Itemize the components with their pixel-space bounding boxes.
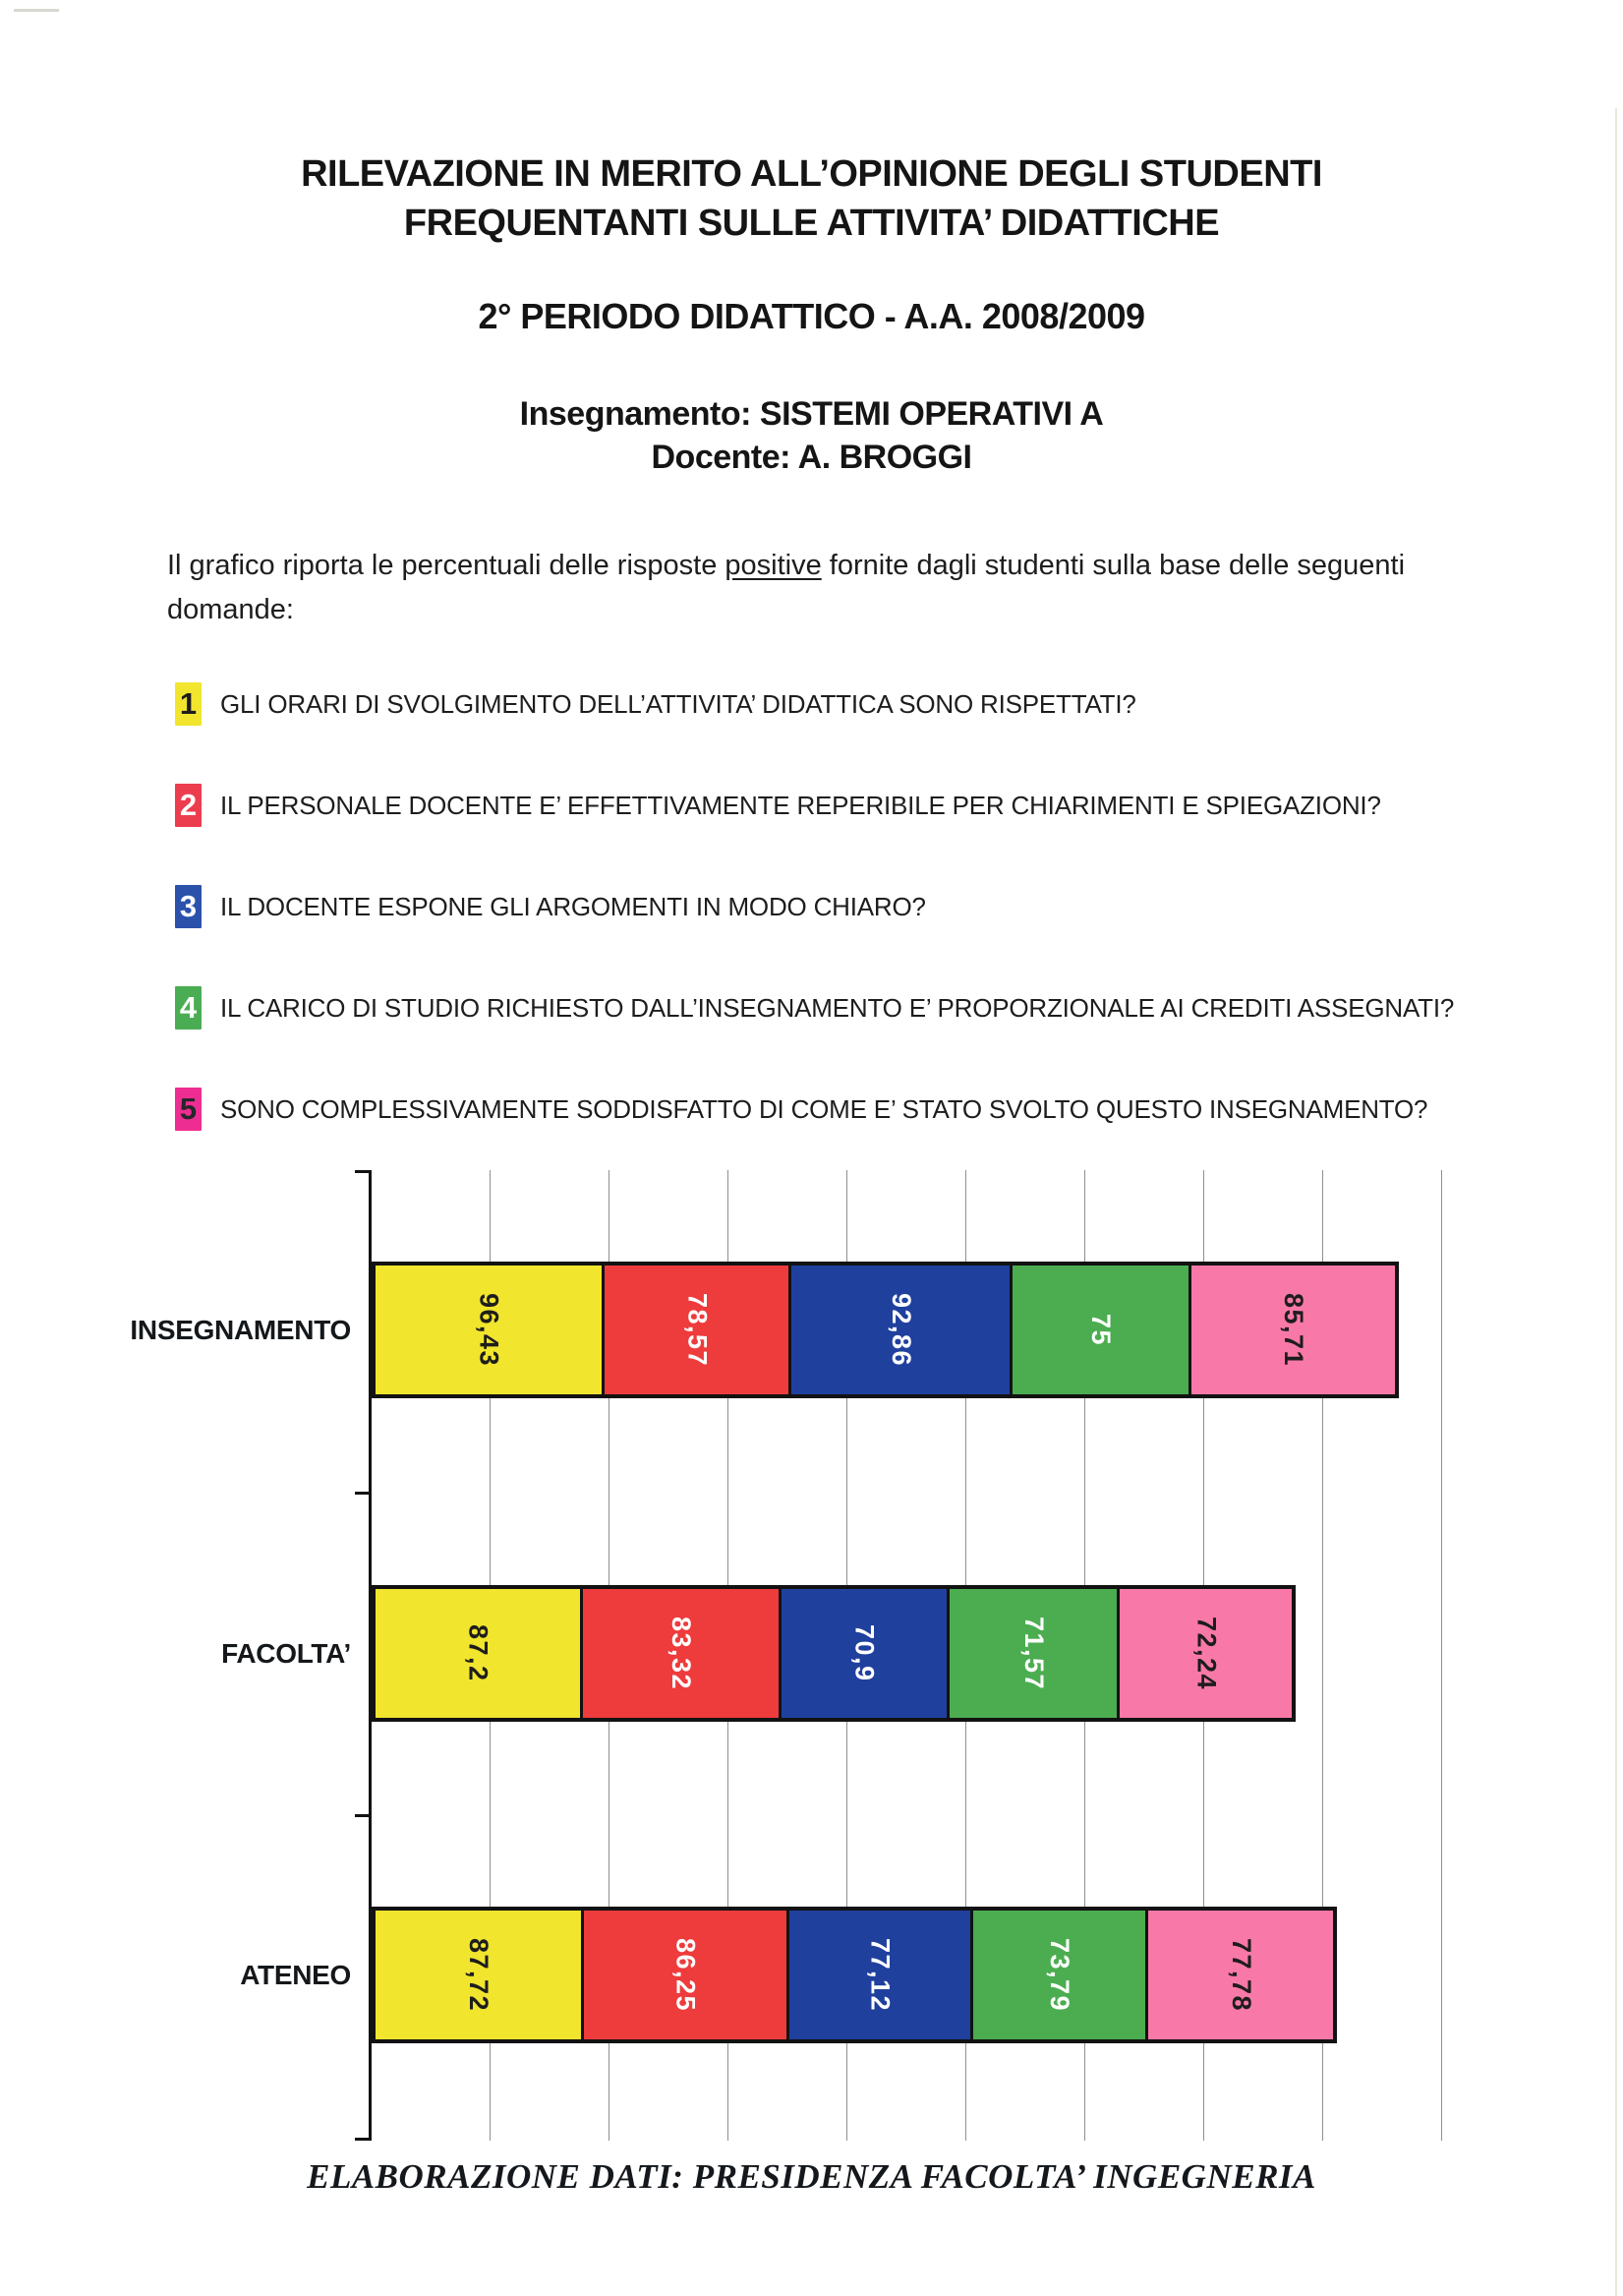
bar-segment-ateneo-q5 [1148, 1911, 1333, 2039]
intro-text-1: Il grafico riporta le percentuali delle risposte [167, 550, 725, 581]
axis-tick-3 [355, 2138, 372, 2141]
bar-facolta [372, 1585, 1296, 1722]
axis-tick-0 [355, 1170, 372, 1173]
bar-segment-value-ateneo-q4: 73,79 [1044, 1937, 1074, 2013]
bar-segment-value-ateneo-q1: 87,72 [464, 1937, 494, 2013]
chart-plot-area [369, 1170, 1460, 2141]
course-name-line: Insegnamento: SISTEMI OPERATIVI A [519, 395, 1104, 433]
bar-segment-value-facolta-q5: 72,24 [1191, 1616, 1222, 1691]
question-number-badge-3: 3 [175, 885, 202, 928]
bar-segment-facolta-q5 [1120, 1589, 1292, 1718]
questions-list [175, 680, 1591, 1187]
intro-text-line2: domande: [167, 594, 294, 625]
question-item-3 [175, 883, 1591, 930]
category-label-insegnamento: INSEGNAMENTO [130, 1314, 351, 1345]
bar-segment-value-insegnamento-q2: 78,57 [682, 1292, 713, 1368]
bar-segment-value-facolta-q2: 83,32 [666, 1616, 696, 1691]
bar-segment-insegnamento-q2 [605, 1266, 791, 1394]
bar-segment-insegnamento-q1 [376, 1266, 605, 1394]
period-subtitle: 2° PERIODO DIDATTICO - A.A. 2008/2009 [478, 296, 1145, 336]
question-text-2: IL PERSONALE DOCENTE E’ EFFETTIVAMENTE REPERIBILE PER CHIARIMENTI E SPIEGAZIONI? [220, 790, 1381, 820]
intro-paragraph [167, 544, 1534, 632]
title-line-1: RILEVAZIONE IN MERITO ALL’OPINIONE DEGLI STUDENTI [301, 153, 1322, 195]
bar-segment-ateneo-q1 [376, 1911, 584, 2039]
question-item-2 [175, 782, 1591, 829]
bar-segment-value-ateneo-q2: 86,25 [670, 1937, 701, 2013]
category-label-ateneo: ATENEO [240, 1959, 351, 1990]
bar-segment-value-insegnamento-q1: 96,43 [474, 1292, 504, 1368]
bar-segment-ateneo-q3 [789, 1911, 973, 2039]
bar-segment-ateneo-q2 [584, 1911, 789, 2039]
question-number-badge-1: 1 [175, 682, 202, 726]
evaluation-chart [0, 1170, 1623, 2141]
bar-segment-value-insegnamento-q3: 92,86 [886, 1292, 916, 1368]
bar-segment-value-facolta-q3: 70,9 [849, 1624, 880, 1682]
question-text-4: IL CARICO DI STUDIO RICHIESTO DALL’INSEGNAMENTO E’ PROPORZIONALE AI CREDITI ASSEGNATI? [220, 992, 1455, 1023]
bar-segment-value-ateneo-q5: 77,78 [1226, 1937, 1256, 2013]
bar-segment-ateneo-q4 [973, 1911, 1149, 2039]
bar-segment-value-insegnamento-q4: 75 [1085, 1313, 1116, 1347]
scan-artifact-top-left [14, 9, 59, 12]
bar-segment-value-facolta-q1: 87,2 [463, 1624, 493, 1682]
question-number-badge-4: 4 [175, 986, 202, 1030]
bar-ateneo [372, 1907, 1337, 2043]
bar-segment-facolta-q2 [583, 1589, 782, 1718]
axis-tick-1 [355, 1492, 372, 1495]
question-item-4 [175, 984, 1591, 1031]
bar-segment-value-insegnamento-q5: 85,71 [1278, 1292, 1308, 1368]
question-item-1 [175, 680, 1591, 728]
axis-tick-2 [355, 1814, 372, 1817]
course-block [0, 392, 1623, 479]
bar-segment-insegnamento-q3 [791, 1266, 1013, 1394]
bar-segment-facolta-q1 [376, 1589, 583, 1718]
bar-segment-facolta-q3 [782, 1589, 951, 1718]
bar-segment-insegnamento-q4 [1013, 1266, 1191, 1394]
question-text-5: SONO COMPLESSIVAMENTE SODDISFATTO DI COME E’ STATO SVOLTO QUESTO INSEGNAMENTO? [220, 1093, 1428, 1124]
document-title [0, 149, 1623, 248]
question-text-3: IL DOCENTE ESPONE GLI ARGOMENTI IN MODO CHIARO? [220, 891, 926, 921]
bar-segment-facolta-q4 [950, 1589, 1120, 1718]
title-line-2: FREQUENTANTI SULLE ATTIVITA’ DIDATTICHE [403, 203, 1220, 244]
question-item-5 [175, 1086, 1591, 1133]
intro-text-2: fornite dagli studenti sulla base delle seguenti [821, 550, 1406, 581]
bar-insegnamento [372, 1262, 1399, 1398]
bar-segment-value-ateneo-q3: 77,12 [865, 1937, 896, 2013]
intro-underlined-word: positive [725, 550, 822, 581]
question-text-1: GLI ORARI DI SVOLGIMENTO DELL’ATTIVITA’ DIDATTICA SONO RISPETTATI? [220, 688, 1136, 719]
bar-segment-insegnamento-q5 [1191, 1266, 1395, 1394]
category-label-facolta: FACOLTA’ [221, 1637, 351, 1669]
question-number-badge-5: 5 [175, 1088, 202, 1131]
gridline-450 [1441, 1170, 1442, 2141]
bar-segment-value-facolta-q4: 71,57 [1018, 1616, 1049, 1691]
teacher-line: Docente: A. BROGGI [651, 439, 972, 476]
question-number-badge-2: 2 [175, 784, 202, 827]
footer-credit: ELABORAZIONE DATI: PRESIDENZA FACOLTA’ INGEGNERIA [307, 2157, 1316, 2196]
